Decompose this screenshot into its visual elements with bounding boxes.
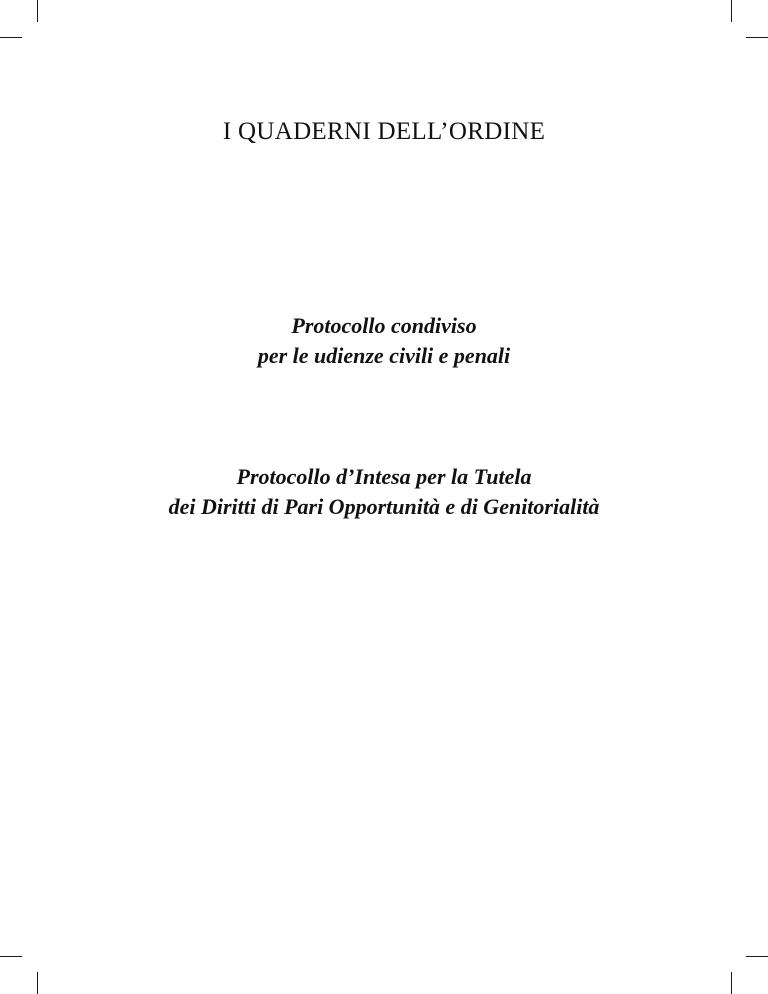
protocol-title-1 bbox=[0, 311, 768, 371]
protocol-1-line-2: per le udienze civili e penali bbox=[257, 343, 511, 368]
crop-mark-bottom-right-vertical bbox=[731, 972, 732, 994]
crop-mark-top-left-vertical bbox=[37, 0, 38, 22]
crop-mark-top-left-horizontal bbox=[0, 37, 22, 38]
crop-mark-bottom-right-horizontal bbox=[746, 956, 768, 957]
series-title: I QUADERNI DELL’ORDINE bbox=[222, 118, 546, 145]
protocol-2-line-2: dei Diritti di Pari Opportunità e di Genitorialità bbox=[168, 494, 600, 519]
crop-mark-top-right-vertical bbox=[731, 0, 732, 22]
protocol-title-2 bbox=[0, 462, 768, 522]
protocol-2-line-1: Protocollo d’Intesa per la Tutela bbox=[236, 464, 532, 489]
protocol-1-line-1: Protocollo condiviso bbox=[291, 313, 477, 338]
crop-mark-bottom-left-vertical bbox=[37, 972, 38, 994]
crop-mark-top-right-horizontal bbox=[746, 37, 768, 38]
crop-mark-bottom-left-horizontal bbox=[0, 956, 22, 957]
